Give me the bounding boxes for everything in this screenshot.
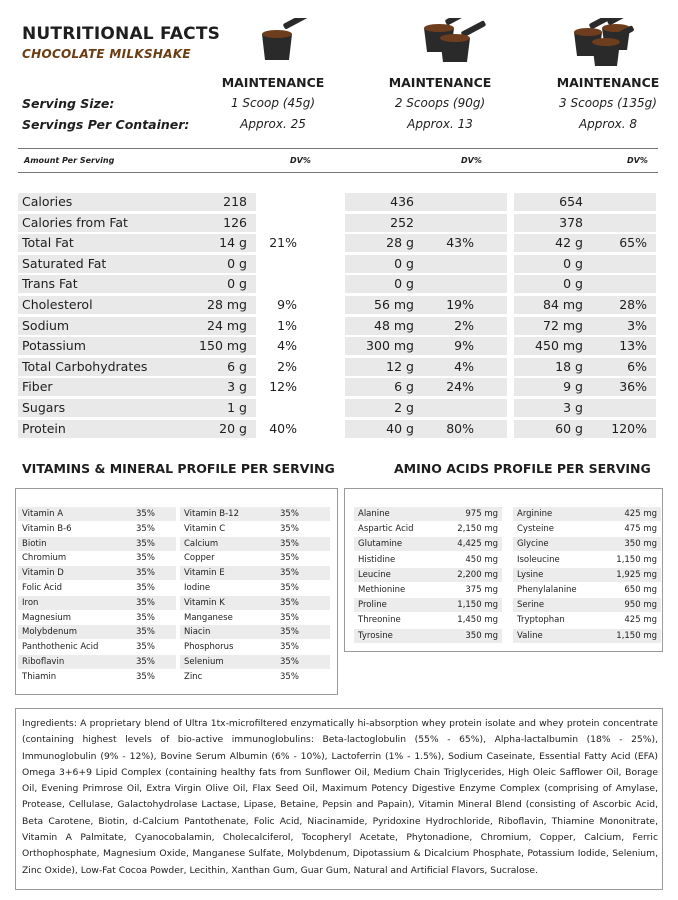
amino-row xyxy=(354,629,502,643)
amino-name: Valine xyxy=(517,630,543,641)
vitamin-row xyxy=(180,581,330,595)
vitamin-name: Iodine xyxy=(184,583,211,593)
vitamin-name: Vitamin B-6 xyxy=(22,523,72,534)
nutrient-name: Calories xyxy=(22,194,73,209)
nutrient-dv: 21% xyxy=(269,235,297,251)
nutrient-dv: 4% xyxy=(277,338,297,354)
row-band xyxy=(345,420,507,438)
vitamin-name: Manganese xyxy=(184,612,233,623)
amino-amount: 375 mg xyxy=(465,585,498,595)
vitamin-name: Iron xyxy=(22,597,39,608)
row-band xyxy=(345,234,507,252)
nutrient-dv: 13% xyxy=(619,338,647,354)
label-title: NUTRITIONAL FACTS xyxy=(22,24,221,44)
nutrient-name: Cholesterol xyxy=(22,297,93,312)
servings-per-container-label: Servings Per Container: xyxy=(22,117,190,132)
nutrient-value: 450 mg xyxy=(535,338,583,354)
amino-amount: 425 mg xyxy=(624,509,657,519)
nutrient-row xyxy=(0,419,678,440)
amino-row xyxy=(513,537,661,551)
row-band xyxy=(514,399,656,417)
vitamin-name: Selenium xyxy=(184,657,224,667)
nutrient-value: 126 xyxy=(223,214,247,230)
vitamin-row xyxy=(180,596,330,610)
nutrient-value: 378 xyxy=(559,214,583,230)
amino-row xyxy=(513,553,661,567)
scoop-icon-2 xyxy=(412,18,492,64)
amino-amount: 2,150 mg xyxy=(457,524,498,535)
row-band xyxy=(514,193,656,211)
nutrient-row xyxy=(0,274,678,295)
amino-amount: 425 mg xyxy=(624,615,657,626)
nutrient-name: Total Carbohydrates xyxy=(22,358,148,374)
nutrient-dv: 19% xyxy=(446,297,474,312)
nutrient-row xyxy=(0,336,678,357)
nutrient-dv: 4% xyxy=(454,358,474,374)
vitamin-name: Vitamin B-12 xyxy=(184,509,239,519)
nutrient-dv: 2% xyxy=(454,317,474,333)
nutrient-name: Sugars xyxy=(22,400,66,415)
amino-amount: 950 mg xyxy=(624,600,657,611)
amino-name: Tryptophan xyxy=(517,615,565,626)
amino-name: Cysteine xyxy=(517,524,554,535)
nutrient-value: 252 xyxy=(390,214,414,230)
vitamin-pct: 35% xyxy=(280,612,299,623)
row-band xyxy=(345,255,507,273)
nutrient-row xyxy=(0,316,678,337)
nutrient-value: 0 g xyxy=(227,255,247,271)
amino-amount: 1,450 mg xyxy=(457,615,498,626)
nutrient-dv: 28% xyxy=(619,297,647,312)
nutrient-dv: 3% xyxy=(627,317,647,333)
nutrient-row xyxy=(0,213,678,234)
nutrient-value: 1 g xyxy=(227,400,247,415)
vitamin-row xyxy=(180,611,330,625)
row-band xyxy=(514,275,656,293)
serving-size-2: 2 Scoops (90g) xyxy=(394,96,486,110)
servings-1: Approx. 25 xyxy=(240,117,306,131)
vitamin-pct: 35% xyxy=(136,568,155,579)
vitamin-pct: 35% xyxy=(280,627,299,638)
vitamin-name: Niacin xyxy=(184,627,211,638)
vitamin-pct: 35% xyxy=(280,597,299,608)
nutrient-value: 6 g xyxy=(394,379,414,395)
vitamin-name: Chromium xyxy=(22,553,67,564)
nutrient-value: 654 xyxy=(559,194,583,209)
col-heading-2: MAINTENANCE xyxy=(388,75,492,90)
nutrient-name: Trans Fat xyxy=(22,276,78,292)
vitamin-name: Vitamin D xyxy=(22,568,64,579)
vitamin-row xyxy=(180,640,330,654)
amino-row xyxy=(513,629,661,643)
amino-name: Alanine xyxy=(358,509,390,519)
nutrient-row xyxy=(0,233,678,254)
vitamin-name: Thiamin xyxy=(22,671,57,682)
vitamin-row xyxy=(180,655,330,669)
vitamin-row xyxy=(180,522,330,536)
servings-3: Approx. 8 xyxy=(578,117,638,131)
vitamin-pct: 35% xyxy=(136,597,155,608)
vitamin-pct: 35% xyxy=(280,657,299,667)
amino-name: Proline xyxy=(358,600,387,611)
nutrient-dv: 2% xyxy=(277,358,297,374)
amino-title: AMINO ACIDS PROFILE PER SERVING xyxy=(394,461,651,476)
amino-amount: 650 mg xyxy=(624,585,657,595)
vitamin-row xyxy=(18,655,176,669)
vitamin-row xyxy=(180,537,330,551)
amino-amount: 1,150 mg xyxy=(616,630,657,641)
vitamin-row xyxy=(18,551,176,565)
row-band xyxy=(345,317,507,335)
amount-per-serving-label: Amount Per Serving xyxy=(24,156,115,165)
vitamin-row xyxy=(18,670,176,684)
amino-amount: 2,200 mg xyxy=(457,569,498,580)
amino-name: Lysine xyxy=(517,569,544,580)
scoop-icon-1 xyxy=(248,18,318,64)
nutrient-value: 20 g xyxy=(219,420,247,436)
vitamin-name: Vitamin E xyxy=(184,568,225,579)
vitamin-name: Vitamin C xyxy=(184,523,226,534)
divider-header xyxy=(18,172,658,173)
nutrient-value: 6 g xyxy=(227,358,247,374)
nutrient-dv: 9% xyxy=(454,338,474,354)
vitamin-pct: 35% xyxy=(136,553,155,564)
divider-top xyxy=(18,148,658,149)
nutrient-row xyxy=(0,295,678,316)
amino-row xyxy=(513,613,661,627)
nutrient-value: 42 g xyxy=(555,235,583,251)
nutrient-value: 24 mg xyxy=(207,317,247,333)
vitamin-name: Calcium xyxy=(184,538,219,549)
nutrient-value: 150 mg xyxy=(199,338,247,354)
col-heading-1: MAINTENANCE xyxy=(221,75,325,90)
vitamins-title: VITAMINS & MINERAL PROFILE PER SERVING xyxy=(22,461,335,476)
amino-name: Leucine xyxy=(358,569,391,580)
amino-row xyxy=(513,522,661,536)
nutrient-value: 12 g xyxy=(386,358,414,374)
vitamin-row xyxy=(18,507,176,521)
nutrient-value: 0 g xyxy=(227,276,247,292)
nutrient-name: Potassium xyxy=(22,338,86,354)
nutrient-row xyxy=(0,377,678,398)
dv-header-2: DV% xyxy=(461,156,482,165)
nutrient-value: 0 g xyxy=(394,276,414,292)
vitamin-pct: 35% xyxy=(136,627,155,638)
amino-amount: 975 mg xyxy=(465,509,498,519)
amino-amount: 475 mg xyxy=(624,524,657,535)
vitamin-pct: 35% xyxy=(280,583,299,593)
nutrient-row xyxy=(0,357,678,378)
vitamin-name: Phosphorus xyxy=(184,642,234,653)
nutrient-dv: 12% xyxy=(269,379,297,395)
row-band xyxy=(345,378,507,396)
nutrient-value: 28 g xyxy=(386,235,414,251)
nutrient-value: 18 g xyxy=(555,358,583,374)
nutrient-name: Sodium xyxy=(22,317,70,333)
vitamin-pct: 35% xyxy=(136,657,155,667)
amino-name: Glutamine xyxy=(358,539,403,550)
vitamin-pct: 35% xyxy=(280,671,299,682)
vitamin-row xyxy=(180,625,330,639)
nutrient-name: Calories from Fat xyxy=(22,214,128,230)
nutrient-row xyxy=(0,192,678,213)
amino-name: Arginine xyxy=(517,509,553,519)
nutrient-dv: 9% xyxy=(277,297,297,312)
vitamin-pct: 35% xyxy=(136,583,155,593)
row-band xyxy=(18,378,256,396)
nutrient-name: Total Fat xyxy=(22,235,74,251)
nutrient-row xyxy=(0,398,678,419)
vitamin-pct: 35% xyxy=(280,553,299,564)
vitamin-name: Vitamin A xyxy=(22,509,64,519)
nutrient-dv: 1% xyxy=(277,317,297,333)
nutrient-value: 84 mg xyxy=(543,297,583,312)
nutrient-name: Fiber xyxy=(22,379,53,395)
amino-row xyxy=(354,553,502,567)
vitamin-row xyxy=(18,611,176,625)
vitamin-name: Riboflavin xyxy=(22,657,65,667)
nutrient-value: 3 g xyxy=(227,379,247,395)
vitamin-row xyxy=(180,566,330,580)
amino-name: Threonine xyxy=(358,615,401,626)
nutrient-value: 0 g xyxy=(563,255,583,271)
amino-name: Tyrosine xyxy=(358,630,393,641)
vitamin-name: Copper xyxy=(184,553,215,564)
nutrient-value: 60 g xyxy=(555,420,583,436)
row-band xyxy=(345,296,507,314)
vitamin-row xyxy=(18,596,176,610)
vitamin-name: Molybdenum xyxy=(22,627,78,638)
amino-row xyxy=(513,598,661,612)
nutrient-value: 0 g xyxy=(394,255,414,271)
amino-amount: 4,425 mg xyxy=(457,539,498,550)
vitamin-pct: 35% xyxy=(280,509,299,519)
row-band xyxy=(345,275,507,293)
dv-header-3: DV% xyxy=(627,156,648,165)
vitamin-pct: 35% xyxy=(136,523,155,534)
vitamin-pct: 35% xyxy=(136,671,155,682)
nutrient-value: 28 mg xyxy=(207,297,247,312)
servings-2: Approx. 13 xyxy=(407,117,473,131)
nutrient-value: 9 g xyxy=(563,379,583,395)
vitamin-pct: 35% xyxy=(136,642,155,653)
ingredients-box xyxy=(15,708,663,890)
nutrient-value: 0 g xyxy=(563,276,583,292)
scoop-icon-3 xyxy=(568,18,650,68)
nutrient-value: 436 xyxy=(390,194,414,209)
flavor-subtitle: CHOCOLATE MILKSHAKE xyxy=(22,47,191,61)
amino-name: Phenylalanine xyxy=(517,585,577,595)
amino-name: Glycine xyxy=(517,539,549,550)
nutrient-dv: 36% xyxy=(619,379,647,395)
vitamin-row xyxy=(180,670,330,684)
vitamin-name: Magnesium xyxy=(22,612,72,623)
nutrient-dv: 80% xyxy=(446,420,474,436)
vitamin-row xyxy=(18,625,176,639)
serving-size-1: 1 Scoop (45g) xyxy=(230,96,316,110)
serving-size-label: Serving Size: xyxy=(22,96,115,111)
row-band xyxy=(345,214,507,232)
vitamin-row xyxy=(18,640,176,654)
amino-row xyxy=(354,583,502,597)
nutrient-dv: 6% xyxy=(627,358,647,374)
vitamin-row xyxy=(18,581,176,595)
nutrient-value: 218 xyxy=(223,194,247,209)
vitamin-pct: 35% xyxy=(136,509,155,519)
nutrient-value: 2 g xyxy=(394,400,414,415)
vitamin-pct: 35% xyxy=(280,568,299,579)
amino-row xyxy=(354,568,502,582)
amino-name: Serine xyxy=(517,600,545,611)
vitamin-pct: 35% xyxy=(136,612,155,623)
nutrient-value: 56 mg xyxy=(374,297,414,312)
nutrient-value: 3 g xyxy=(563,400,583,415)
nutrient-value: 14 g xyxy=(219,235,247,251)
amino-row xyxy=(513,583,661,597)
vitamin-pct: 35% xyxy=(280,642,299,653)
amino-name: Isoleucine xyxy=(517,554,560,565)
amino-amount: 1,150 mg xyxy=(457,600,498,611)
vitamin-pct: 35% xyxy=(136,538,155,549)
row-band xyxy=(514,214,656,232)
vitamin-row xyxy=(180,507,330,521)
vitamin-pct: 35% xyxy=(280,523,299,534)
nutrient-value: 48 mg xyxy=(374,317,414,333)
vitamin-row xyxy=(18,566,176,580)
amino-row xyxy=(354,613,502,627)
vitamin-row xyxy=(18,522,176,536)
amino-amount: 1,150 mg xyxy=(616,554,657,565)
ingredients-text: Ingredients: A proprietary blend of Ultra 1tx-microfiltered enzymatically hi-absorption whey protein isolate and whey protein concentrate (containing highest levels of bio-active immunoglobulins: Beta-lactoglobulin (55% - 65%), Alpha-lactalbumin (18% - 25%), Immunoglobulin (9% - 12%), Bovine Serum Albumin (6% - 10%), Lactoferrin (1% - 1.5%), Sodium Caseinate, Essential Fatty Acid (EFA) Omega 3+6+9 Lipid Complex (containing healthy fats from Sunflower Oil, Medium Chain Triglycerides, High Oleic Safflower Oil, Borage Oil, Evening Primrose Oil, Extra Virgin Olive Oil, Flax Seed Oil, Maximum Potency Digestive Enzyme Complex (comprising of Amylase, Protease, Cellulase, Galactohydrolase Lactase, Lipase, Betaine, Pepsin and Papain), Vitamin Mineral Blend (consisting of Ascorbic Acid, Beta Carotene, Biotin, d-Calcium Pantothenate, Folic Acid, Niacinamide, Pyridoxine Hydrochloride, Riboflavin, Thiamine Mononitrate, Vitamin A Palmitate, Cyanocobalamin, Cholecalciferol, Tocopheryl Acetate, Phytonadione, Chromium, Copper, Calcium, Ferric Orthophosphate, Magnesium Oxide, Manganese Sulfate, Molybdenum, Dipotassium & Dicalcium Phosphate, Potassium Iodide, Selenium, Zinc Oxide), Low-Fat Cocoa Powder, Lecithin, Xanthan Gum, Guar Gum, Natural and Artificial Flavors, Sucralose. xyxy=(22,718,658,876)
amino-row xyxy=(513,507,661,521)
col-heading-3: MAINTENANCE xyxy=(556,75,660,90)
nutrient-value: 40 g xyxy=(386,420,414,436)
vitamin-row xyxy=(180,551,330,565)
vitamin-name: Biotin xyxy=(22,538,47,549)
amino-name: Histidine xyxy=(358,554,396,565)
serving-size-3: 3 Scoops (135g) xyxy=(559,96,657,110)
nutrient-dv: 43% xyxy=(446,235,474,251)
row-band xyxy=(345,358,507,376)
row-band xyxy=(345,193,507,211)
vitamin-name: Panthothenic Acid xyxy=(22,642,99,653)
row-band xyxy=(514,255,656,273)
amino-amount: 350 mg xyxy=(624,539,657,550)
nutrient-name: Saturated Fat xyxy=(22,255,107,271)
nutrient-row xyxy=(0,254,678,275)
vitamin-row xyxy=(18,537,176,551)
vitamin-pct: 35% xyxy=(280,538,299,549)
row-band xyxy=(345,399,507,417)
amino-row xyxy=(513,568,661,582)
amino-amount: 1,925 mg xyxy=(616,569,657,580)
nutrient-dv: 120% xyxy=(611,420,647,436)
amino-name: Aspartic Acid xyxy=(358,524,414,535)
nutrient-value: 300 mg xyxy=(366,338,414,354)
nutrient-dv: 65% xyxy=(619,235,647,251)
amino-amount: 350 mg xyxy=(465,630,498,641)
nutrient-dv: 24% xyxy=(446,379,474,395)
vitamin-name: Zinc xyxy=(184,671,203,682)
nutrient-value: 72 mg xyxy=(543,317,583,333)
amino-amount: 450 mg xyxy=(465,554,498,565)
amino-row xyxy=(354,507,502,521)
amino-row xyxy=(354,537,502,551)
nutrient-dv: 40% xyxy=(269,420,297,436)
amino-row xyxy=(354,598,502,612)
vitamin-name: Vitamin K xyxy=(184,597,225,608)
nutrient-name: Protein xyxy=(22,420,66,436)
amino-name: Methionine xyxy=(358,585,406,595)
amino-row xyxy=(354,522,502,536)
vitamin-name: Folic Acid xyxy=(22,583,62,593)
dv-header-1: DV% xyxy=(290,156,311,165)
